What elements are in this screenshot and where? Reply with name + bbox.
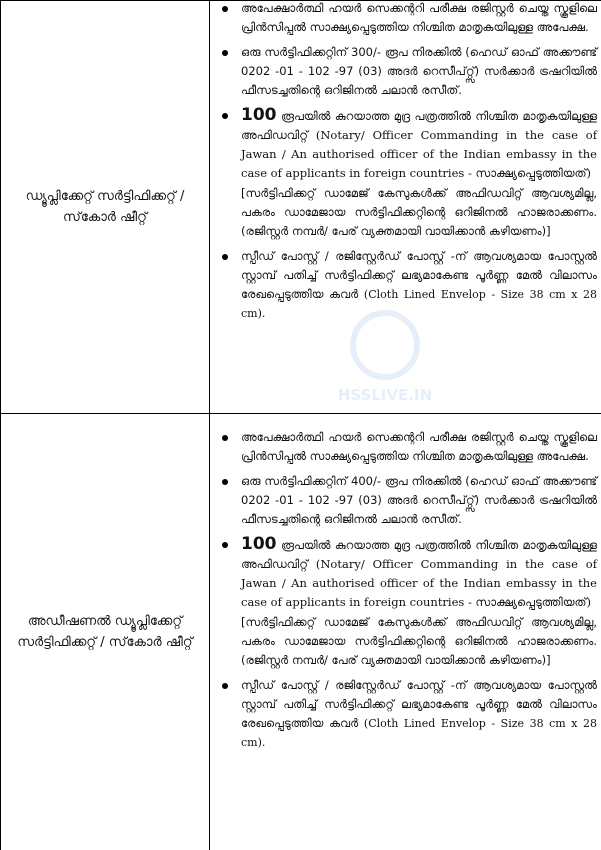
bullet-icon [222, 683, 228, 689]
list-item: 100 രൂപയിൽ കുറയാത്ത മുദ്ര പത്രത്തിൽ നിശ്ചിത മാതൃകയിലുള്ള അഫിഡവിറ്റ് (Notary/ Officer Commanding in the case of Jawan / An authorised officer of the Indian embassy in the case of applicants in foreign countries - സാക്ഷ്യപ്പെടുത്തിയത്) [സർട്ടിഫിക്കറ്റ് ഡാമേജ് കേസുകൾക്ക് അഫിഡവിറ്റ് ആവശ്യമില്ല, പകരം ഡാമേജായ സർട്ടിഫിക്കറ്റിന്റെ ഒറിജിനൽ ഹാജരാക്കണം. (രജിസ്റ്റർ നമ്പർ/ പേര് വ്യക്തമായി വായിക്കാൻ കഴിയണം)] [220, 535, 597, 670]
row-title: അഡീഷണൽ ഡ്യൂപ്ലിക്കേറ്റ് സർട്ടിഫിക്കറ്റ് / സ്‌കോർ ഷീറ്റ് [17, 614, 193, 650]
damage-note: [സർട്ടിഫിക്കറ്റ് ഡാമേജ് കേസുകൾക്ക് അഫിഡവിറ്റ് ആവശ്യമില്ല, പകരം ഡാമേജായ സർട്ടിഫിക്കറ്റിന്റെ ഒറിജിനൽ ഹാജരാക്കണം. (രജിസ്റ്റർ നമ്പർ/ പേര് വ്യക്തമായി വായിക്കാൻ കഴിയണം)] [241, 615, 597, 667]
watermark-text: HSSLIVE.IN [337, 386, 433, 404]
list-item: സ്പീഡ് പോസ്റ്റ് / രജിസ്റ്റേർഡ് പോസ്റ്റ് -ന് ആവശ്യമായ പോസ്റ്റൽ സ്റ്റാമ്പ് പതിച്ച് സർട്ടിഫിക്കറ്റ് ലഭ്യമാകേണ്ട പൂർണ്ണ മേൽ വിലാസം രേഖപ്പെടുത്തിയ കവർ (Cloth Lined Envelop - Size 38 cm x 28 cm). [220, 676, 597, 752]
list-item: ഒരു സർട്ടിഫിക്കറ്റിന് 300/- രൂപ നിരക്കിൽ (ഹെഡ് ഓഫ് അക്കൗണ്ട് 0202 -01 - 102 -97 (03) അദർ റെസീപ്റ്റ്സ്) സർക്കാർ ട്രഷറിയിൽ ഫീസടച്ചതിന്റെ ഒറിജിനൽ ചലാൻ രസീത്. [220, 43, 597, 100]
list-item: 100 രൂപയിൽ കുറയാത്ത മുദ്ര പത്രത്തിൽ നിശ്ചിത മാതൃകയിലുള്ള അഫിഡവിറ്റ് (Notary/ Officer Commanding in the case of Jawan / An authorised officer of the Indian embassy in the case of applicants in foreign countries - സാക്ഷ്യപ്പെടുത്തിയത്) [സർട്ടിഫിക്കറ്റ് ഡാമേജ് കേസുകൾക്ക് അഫിഡവിറ്റ് ആവശ്യമില്ല, പകരം ഡാമേജായ സർട്ടിഫിക്കറ്റിന്റെ ഒറിജിനൽ ഹാജരാക്കണം. (രജിസ്റ്റർ നമ്പർ/ പേര് വ്യക്തമായി വായിക്കാൻ കഴിയണം)] [220, 106, 597, 241]
list-item: സ്പീഡ് പോസ്റ്റ് / രജിസ്റ്റേർഡ് പോസ്റ്റ് -ന് ആവശ്യമായ പോസ്റ്റൽ സ്റ്റാമ്പ് പതിച്ച് സർട്ടിഫിക്കറ്റ് ലഭ്യമാകേണ്ട പൂർണ്ണ മേൽ വിലാസം രേഖപ്പെടുത്തിയ കവർ (Cloth Lined Envelop - Size 38 cm x 28 cm). [220, 247, 597, 323]
row-title-cell [1, 414, 210, 850]
row-title-cell [1, 1, 210, 414]
bullet-icon [222, 50, 228, 56]
requirements-list [220, 0, 597, 323]
table-row-additional [1, 414, 601, 850]
damage-note: [സർട്ടിഫിക്കറ്റ് ഡാമേജ് കേസുകൾക്ക് അഫിഡവിറ്റ് ആവശ്യമില്ല, പകരം ഡാമേജായ സർട്ടിഫിക്കറ്റിന്റെ ഒറിജിനൽ ഹാജരാക്കണം. (രജിസ്റ്റർ നമ്പർ/ പേര് വ്യക്തമായി വായിക്കാൻ കഴിയണം)] [241, 186, 597, 238]
requirements-list [220, 428, 597, 752]
requirements-cell [210, 1, 601, 414]
stamp-value: 100 [241, 105, 277, 125]
bullet-icon [222, 542, 228, 548]
list-item: അപേക്ഷാർത്ഥി ഹയർ സെക്കന്ററി പരീക്ഷ രജിസ്റ്റർ ചെയ്ത സ്കൂളിലെ പ്രിൻസിപ്പൽ സാക്ഷ്യപ്പെടുത്തിയ നിശ്ചിത മാതൃകയിലുള്ള അപേക്ഷ. [220, 0, 597, 37]
list-item: അപേക്ഷാർത്ഥി ഹയർ സെക്കന്ററി പരീക്ഷ രജിസ്റ്റർ ചെയ്ത സ്കൂളിലെ പ്രിൻസിപ്പൽ സാക്ഷ്യപ്പെടുത്തിയ നിശ്ചിത മാതൃകയിലുള്ള അപേക്ഷ. [220, 428, 597, 466]
bullet-icon [222, 6, 228, 12]
requirements-cell [210, 414, 601, 850]
list-item: ഒരു സർട്ടിഫിക്കറ്റിന് 400/- രൂപ നിരക്കിൽ (ഹെഡ് ഓഫ് അക്കൗണ്ട് 0202 -01 - 102 -97 (03) അദർ റെസീപ്റ്റ്സ്) സർക്കാർ ട്രഷറിയിൽ ഫീസടച്ചതിന്റെ ഒറിജിനൽ ചലാൻ രസീത്. [220, 472, 597, 529]
bullet-icon [222, 435, 228, 441]
bullet-icon [222, 479, 228, 485]
table-row-duplicate [1, 1, 601, 414]
envelope-size: (Cloth Lined Envelop - Size 38 cm x 28 cm). [241, 288, 598, 320]
bullet-icon [222, 254, 228, 260]
row-title: ഡ്യൂപ്ലിക്കേറ്റ് സർട്ടിഫിക്കറ്റ് / സ്‌കോർ ഷീറ്റ് [25, 189, 185, 225]
envelope-size: (Cloth Lined Envelop - Size 38 cm x 28 cm). [241, 717, 598, 749]
stamp-value: 100 [241, 534, 277, 554]
bullet-icon [222, 113, 228, 119]
